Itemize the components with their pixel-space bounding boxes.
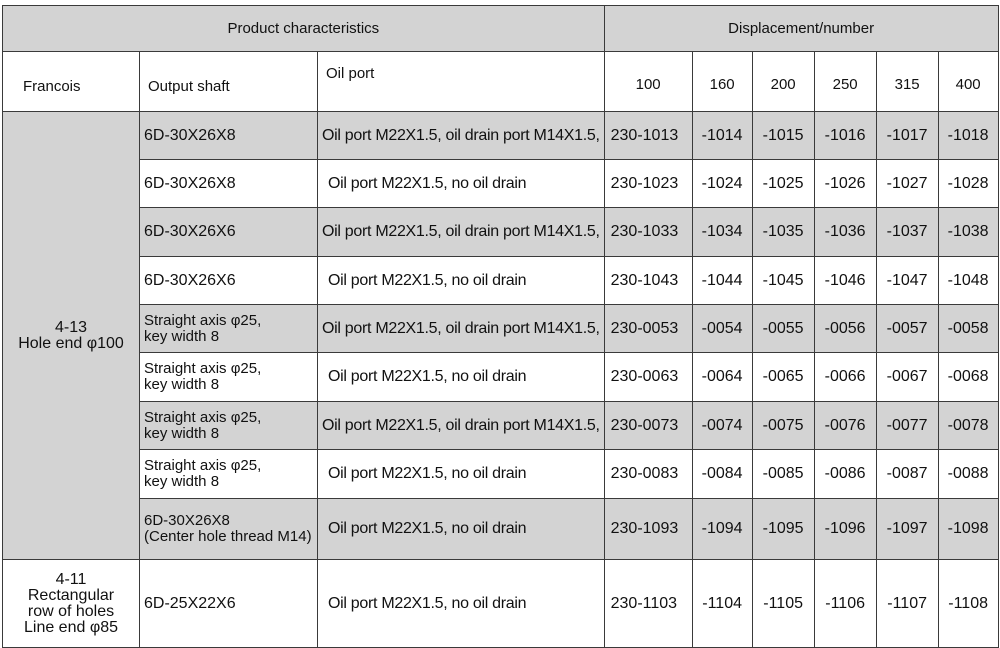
output-shaft-line: 6D-30X26X8 bbox=[144, 174, 236, 192]
table-row bbox=[3, 208, 999, 257]
part-number-cell: -1044 bbox=[692, 257, 752, 305]
part-number-cell: 230-0063 bbox=[604, 353, 692, 402]
oil-port-cell: Oil port M22X1.5, no oil drain bbox=[318, 499, 605, 560]
output-shaft-cell bbox=[140, 160, 318, 208]
output-shaft-cell bbox=[140, 257, 318, 305]
output-shaft-line: 6D-25X22X6 bbox=[144, 594, 236, 612]
part-number-cell: -0086 bbox=[814, 450, 876, 499]
header-row bbox=[3, 6, 999, 52]
table-row bbox=[3, 305, 999, 353]
table-row bbox=[3, 402, 999, 450]
displacement-200: 200 bbox=[752, 52, 814, 112]
oil-port-cell: Oil port M22X1.5, oil drain port M14X1.5, bbox=[318, 112, 605, 160]
part-number-cell: 230-1033 bbox=[604, 208, 692, 257]
part-number-cell: -1035 bbox=[752, 208, 814, 257]
part-number-cell: 230-0083 bbox=[604, 450, 692, 499]
output-shaft-cell bbox=[140, 208, 318, 257]
output-shaft-cell bbox=[140, 305, 318, 353]
part-number-cell: -1094 bbox=[692, 499, 752, 560]
output-shaft-line: key width 8 bbox=[144, 376, 220, 393]
part-number-cell: -1096 bbox=[814, 499, 876, 560]
oil-port-cell: Oil port M22X1.5, oil drain port M14X1.5, bbox=[318, 208, 605, 257]
part-number-cell: -1028 bbox=[938, 160, 998, 208]
oil-port-cell: Oil port M22X1.5, no oil drain bbox=[318, 560, 605, 648]
part-number-cell: -1098 bbox=[938, 499, 998, 560]
output-shaft-cell bbox=[140, 450, 318, 499]
part-number-cell: -0085 bbox=[752, 450, 814, 499]
group-label-line: Line end φ85 bbox=[23, 618, 118, 636]
part-number-cell: -1034 bbox=[692, 208, 752, 257]
oil-port-header: Oil port bbox=[318, 52, 605, 112]
part-number-cell: 230-0073 bbox=[604, 402, 692, 450]
part-number-cell: -1106 bbox=[814, 560, 876, 648]
output-shaft-header: Output shaft bbox=[140, 52, 318, 112]
displacement-160: 160 bbox=[692, 52, 752, 112]
output-shaft-cell bbox=[140, 353, 318, 402]
part-number-cell: -0075 bbox=[752, 402, 814, 450]
part-number-cell: -1026 bbox=[814, 160, 876, 208]
part-number-cell: -0055 bbox=[752, 305, 814, 353]
table-row bbox=[3, 450, 999, 499]
part-number-cell: -1104 bbox=[692, 560, 752, 648]
table-row bbox=[3, 499, 999, 560]
part-number-cell: -0074 bbox=[692, 402, 752, 450]
output-shaft-cell bbox=[140, 560, 318, 648]
oil-port-cell: Oil port M22X1.5, oil drain port M14X1.5, bbox=[318, 305, 605, 353]
part-number-cell: -1036 bbox=[814, 208, 876, 257]
oil-port-cell: Oil port M22X1.5, oil drain port M14X1.5, bbox=[318, 402, 605, 450]
part-number-cell: 230-1103 bbox=[604, 560, 692, 648]
part-number-cell: -0067 bbox=[876, 353, 938, 402]
part-number-cell: -1017 bbox=[876, 112, 938, 160]
table-row bbox=[3, 353, 999, 402]
part-number-cell: -0054 bbox=[692, 305, 752, 353]
part-number-cell: -1037 bbox=[876, 208, 938, 257]
part-number-cell: 230-0053 bbox=[604, 305, 692, 353]
part-number-cell: -1016 bbox=[814, 112, 876, 160]
oil-port-cell: Oil port M22X1.5, no oil drain bbox=[318, 450, 605, 499]
part-number-cell: -0087 bbox=[876, 450, 938, 499]
group-label bbox=[3, 112, 140, 560]
part-number-cell: -1095 bbox=[752, 499, 814, 560]
part-number-cell: -0065 bbox=[752, 353, 814, 402]
part-number-cell: -1048 bbox=[938, 257, 998, 305]
part-number-cell: 230-1043 bbox=[604, 257, 692, 305]
part-number-cell: -0088 bbox=[938, 450, 998, 499]
group-label-line: 4-13 bbox=[54, 318, 88, 336]
output-shaft-line: key width 8 bbox=[144, 327, 220, 345]
output-shaft-line: Straight axis φ25, bbox=[144, 457, 262, 474]
output-shaft-cell bbox=[140, 112, 318, 160]
part-number-cell: -0056 bbox=[814, 305, 876, 353]
output-shaft-line: 6D-30X26X8 bbox=[144, 126, 236, 144]
part-number-cell: -0084 bbox=[692, 450, 752, 499]
part-number-cell: -1027 bbox=[876, 160, 938, 208]
part-number-cell: -0066 bbox=[814, 353, 876, 402]
part-number-cell: 230-1093 bbox=[604, 499, 692, 560]
part-number-cell: -1024 bbox=[692, 160, 752, 208]
group-label-line: row of holes bbox=[27, 602, 115, 620]
table-body bbox=[3, 6, 999, 648]
part-number-cell: 230-1013 bbox=[604, 112, 692, 160]
output-shaft-line: Straight axis φ25, bbox=[144, 311, 262, 329]
part-number-cell: -1105 bbox=[752, 560, 814, 648]
part-number-cell: -1015 bbox=[752, 112, 814, 160]
part-number-cell: -0057 bbox=[876, 305, 938, 353]
output-shaft-line: 6D-30X26X8 bbox=[144, 512, 230, 529]
part-number-cell: 230-1023 bbox=[604, 160, 692, 208]
part-number-cell: -1018 bbox=[938, 112, 998, 160]
displacement-100: 100 bbox=[604, 52, 692, 112]
part-number-cell: -0068 bbox=[938, 353, 998, 402]
part-number-cell: -1014 bbox=[692, 112, 752, 160]
product-characteristics-header: Product characteristics bbox=[3, 6, 605, 52]
part-number-cell: -1108 bbox=[938, 560, 998, 648]
table-row bbox=[3, 112, 999, 160]
part-number-cell: -0076 bbox=[814, 402, 876, 450]
output-shaft-line: Straight axis φ25, bbox=[144, 360, 262, 377]
table-row bbox=[3, 160, 999, 208]
oil-port-cell: Oil port M22X1.5, no oil drain bbox=[318, 160, 605, 208]
displacement-315: 315 bbox=[876, 52, 938, 112]
output-shaft-line: (Center hole thread M14) bbox=[144, 528, 312, 545]
product-table bbox=[2, 5, 999, 648]
output-shaft-line: 6D-30X26X6 bbox=[144, 223, 236, 240]
subheader-row bbox=[3, 52, 999, 112]
output-shaft-cell bbox=[140, 499, 318, 560]
displacement-400: 400 bbox=[938, 52, 998, 112]
part-number-cell: -1045 bbox=[752, 257, 814, 305]
table-row bbox=[3, 560, 999, 648]
output-shaft-line: 6D-30X26X6 bbox=[144, 271, 236, 289]
part-number-cell: -0078 bbox=[938, 402, 998, 450]
table-row bbox=[3, 257, 999, 305]
displacement-250: 250 bbox=[814, 52, 876, 112]
part-number-cell: -0064 bbox=[692, 353, 752, 402]
output-shaft-line: key width 8 bbox=[144, 473, 220, 490]
part-number-cell: -0058 bbox=[938, 305, 998, 353]
part-number-cell: -1097 bbox=[876, 499, 938, 560]
output-shaft-line: key width 8 bbox=[144, 424, 220, 442]
output-shaft-line: Straight axis φ25, bbox=[144, 408, 262, 426]
part-number-cell: -1047 bbox=[876, 257, 938, 305]
output-shaft-cell bbox=[140, 402, 318, 450]
part-number-cell: -0077 bbox=[876, 402, 938, 450]
part-number-cell: -1025 bbox=[752, 160, 814, 208]
part-number-cell: -1107 bbox=[876, 560, 938, 648]
group-label bbox=[3, 560, 140, 648]
group-label-line: Hole end φ100 bbox=[18, 334, 124, 352]
group-label-line: 4-11 bbox=[55, 570, 87, 588]
displacement-number-header: Displacement/number bbox=[604, 6, 998, 52]
part-number-cell: -1046 bbox=[814, 257, 876, 305]
part-number-cell: -1038 bbox=[938, 208, 998, 257]
group-label-line: Rectangular bbox=[27, 586, 115, 604]
francois-header: Francois bbox=[3, 52, 140, 112]
oil-port-cell: Oil port M22X1.5, no oil drain bbox=[318, 257, 605, 305]
oil-port-cell: Oil port M22X1.5, no oil drain bbox=[318, 353, 605, 402]
